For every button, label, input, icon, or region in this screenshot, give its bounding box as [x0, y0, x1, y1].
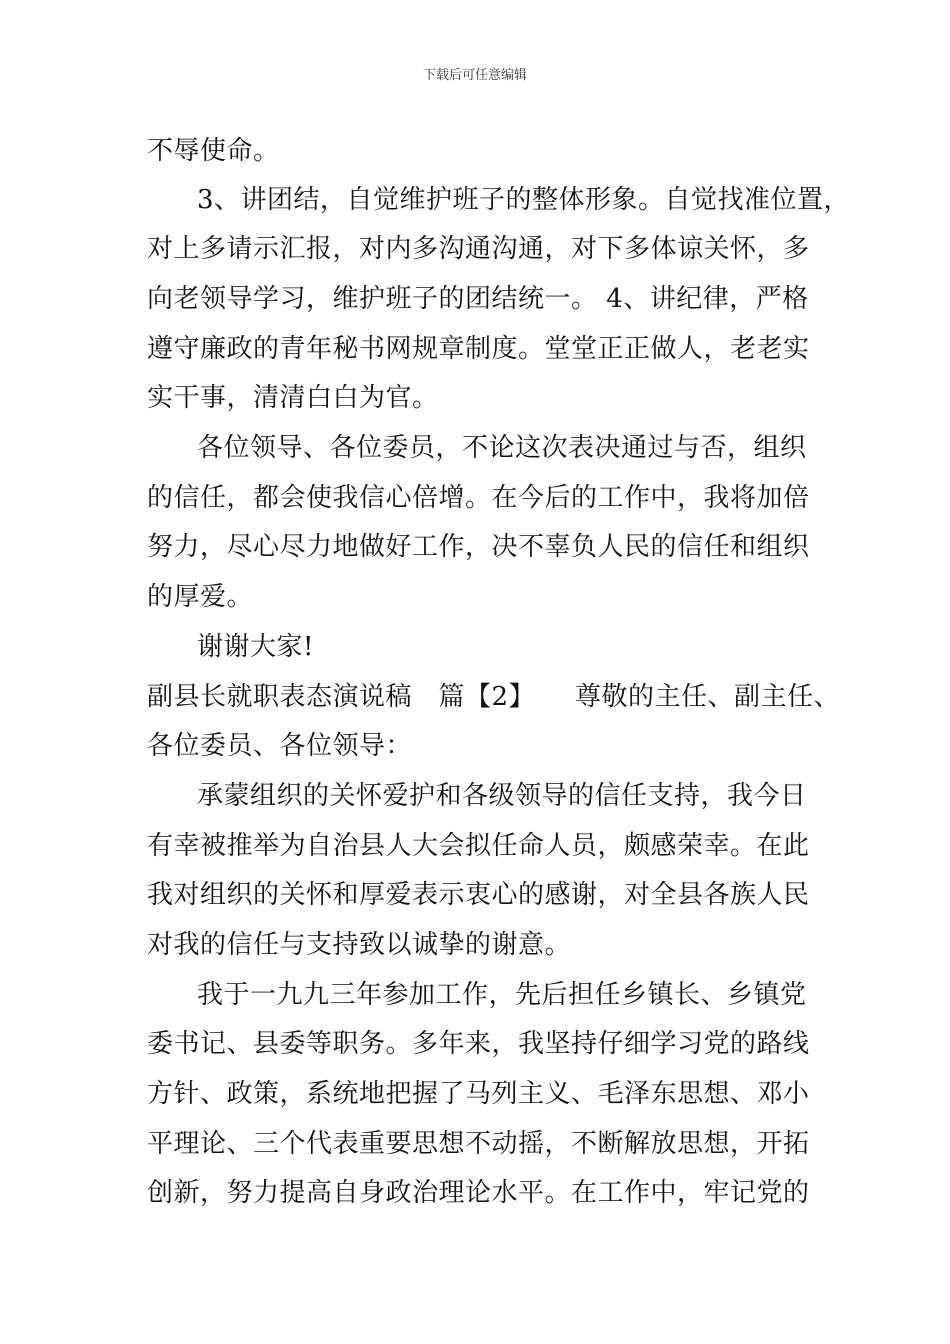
text-line: 各位委员、各位领导：: [147, 731, 413, 761]
text-line: 谢谢大家!: [197, 632, 314, 662]
text-line: 3、讲团结，自觉维护班子的整体形象。自觉找准位置，: [197, 185, 851, 215]
text-line: 创新，努力提高自身政治理论水平。在工作中，牢记党的: [147, 1178, 810, 1208]
text-line: 各位领导、各位委员，不论这次表决通过与否，组织: [197, 433, 807, 463]
text-line: 努力，尽心尽力地做好工作，决不辜负人民的信任和组织: [147, 532, 810, 562]
text-line: 的信任，都会使我信心倍增。在今后的工作中，我将加倍: [147, 483, 810, 513]
text-line: 对我的信任与支持致以诚挚的谢意。: [147, 930, 572, 960]
text-line: 承蒙组织的关怀爱护和各级领导的信任支持，我今日: [197, 781, 807, 811]
section-heading-line: 副县长就职表态演说稿 篇【2】 尊敬的主任、副主任、: [147, 682, 841, 712]
text-line: 不辱使命。: [147, 136, 280, 166]
text-line: 的厚爱。: [147, 582, 254, 612]
page-header: 下载后可任意编辑: [422, 68, 527, 83]
text-line: 向老领导学习，维护班子的团结统一。 4、讲纪律，严格: [147, 284, 809, 314]
text-line: 有幸被推举为自治县人大会拟任命人员，颇感荣幸。在此: [147, 831, 810, 861]
text-line: 我对组织的关怀和厚爱表示衷心的感谢，对全县各族人民: [147, 880, 810, 910]
text-line: 委书记、县委等职务。多年来，我坚持仔细学习党的路线: [147, 1029, 810, 1059]
text-line: 平理论、三个代表重要思想不动摇，不断解放思想，开拓: [147, 1129, 810, 1159]
text-line: 我于一九九三年参加工作，先后担任乡镇长、乡镇党: [197, 980, 807, 1010]
text-line: 对上多请示汇报，对内多沟通沟通，对下多体谅关怀，多: [147, 234, 810, 264]
text-line: 实干事，清清白白为官。: [147, 383, 439, 413]
text-line: 方针、政策，系统地把握了马列主义、毛泽东思想、邓小: [147, 1079, 810, 1109]
text-line: 遵守廉政的青年秘书网规章制度。堂堂正正做人，老老实: [147, 334, 810, 364]
